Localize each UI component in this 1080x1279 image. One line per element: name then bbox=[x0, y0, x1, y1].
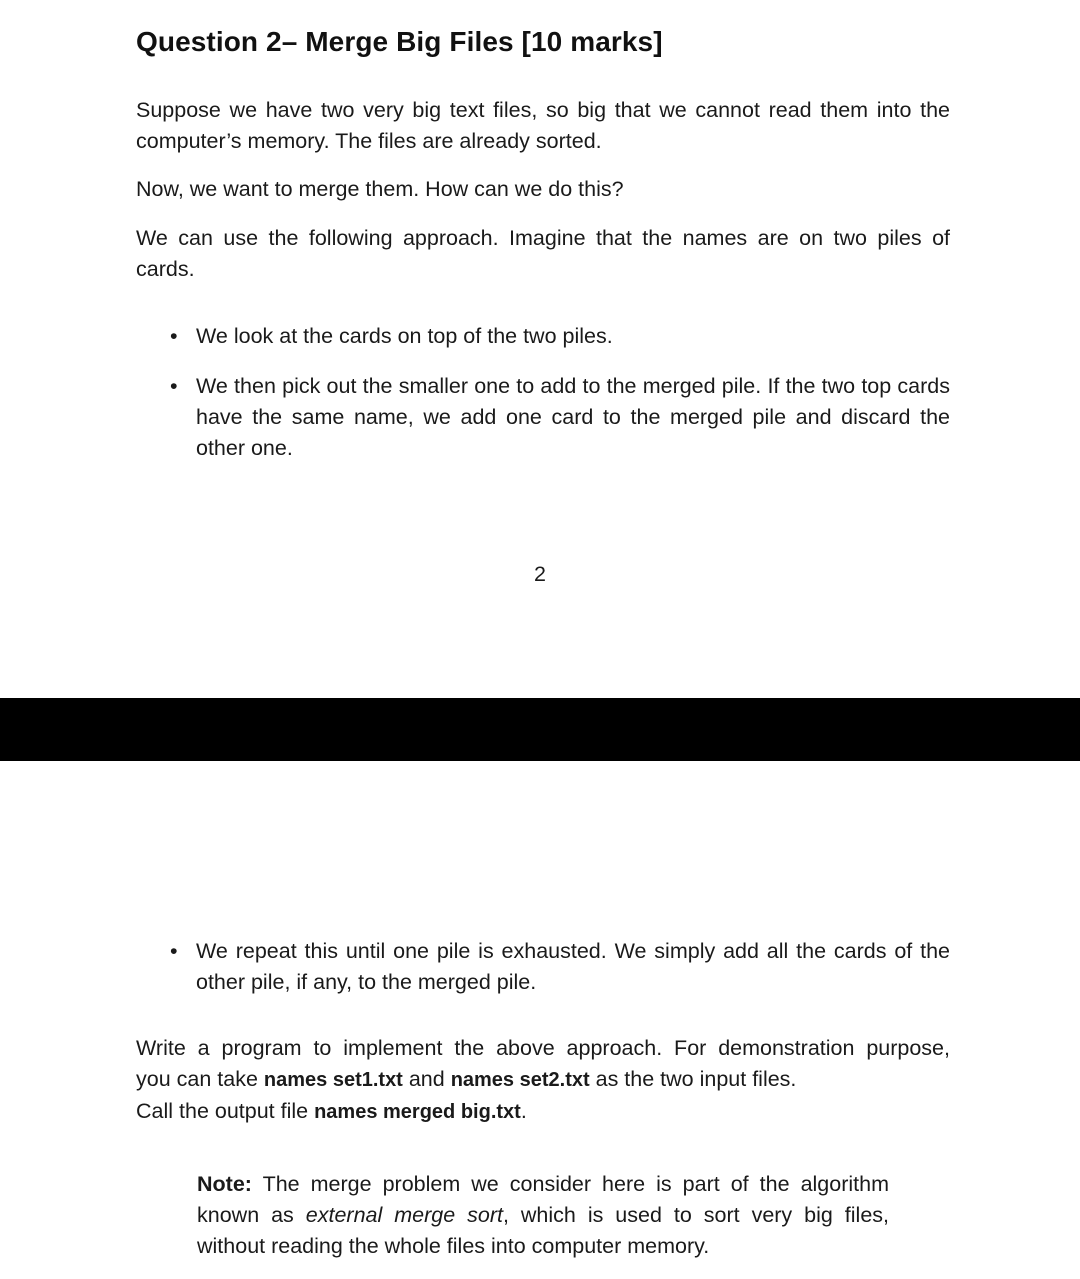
note-label: Note: bbox=[197, 1172, 252, 1196]
input-file-name-2: names set2.txt bbox=[450, 1069, 590, 1091]
bullet-point-icon: • bbox=[170, 324, 178, 348]
task-text: as the two input files. bbox=[589, 1067, 797, 1091]
task-line-3 bbox=[136, 1096, 950, 1128]
task-line-1: Write a program to implement the above approach. For demonstration purpose, bbox=[136, 1036, 950, 1060]
note-text: The merge problem we consider here is part of the algorithm known as bbox=[197, 1172, 889, 1227]
bullet-point-icon: • bbox=[170, 374, 178, 398]
bullet-point-icon: • bbox=[170, 939, 178, 963]
bullet-text: We then pick out the smaller one to add to the merged pile. If the two top cards have the same name, we add one card to the merged pile and discard the other one. bbox=[196, 374, 950, 460]
intro-paragraph-1: Suppose we have two very big text files, so big that we cannot read them into the computer’s memory. The files are already sorted. bbox=[136, 98, 950, 153]
bullet-text: We repeat this until one pile is exhausted. We simply add all the cards of the other pile, if any, to the merged pile. bbox=[196, 939, 950, 994]
page-number: 2 bbox=[534, 562, 546, 586]
intro-paragraph-3: We can use the following approach. Imagine that the names are on two piles of cards. bbox=[136, 226, 950, 281]
page-separator bbox=[0, 698, 1080, 761]
intro-paragraph-2: Now, we want to merge them. How can we do this? bbox=[136, 177, 624, 201]
task-text: . bbox=[520, 1099, 527, 1123]
task-text: Call the output file bbox=[136, 1099, 315, 1123]
bullet-text: We look at the cards on top of the two piles. bbox=[196, 324, 613, 348]
document-page-bottom bbox=[0, 761, 1080, 1279]
input-file-name-1: names set1.txt bbox=[263, 1069, 403, 1091]
note-paragraph bbox=[197, 1169, 889, 1262]
task-line-2 bbox=[136, 1064, 950, 1096]
question-title: Question 2– Merge Big Files [10 marks] bbox=[136, 26, 663, 57]
task-text: and bbox=[402, 1067, 451, 1091]
task-text: you can take bbox=[136, 1067, 264, 1091]
note-text: , which is used to sort very big files, without reading the whole files into computer memory. bbox=[197, 1203, 889, 1258]
note-emphasis: external merge sort bbox=[305, 1203, 503, 1227]
output-file-name: names merged big.txt bbox=[314, 1101, 521, 1123]
task-paragraph bbox=[136, 1033, 950, 1128]
